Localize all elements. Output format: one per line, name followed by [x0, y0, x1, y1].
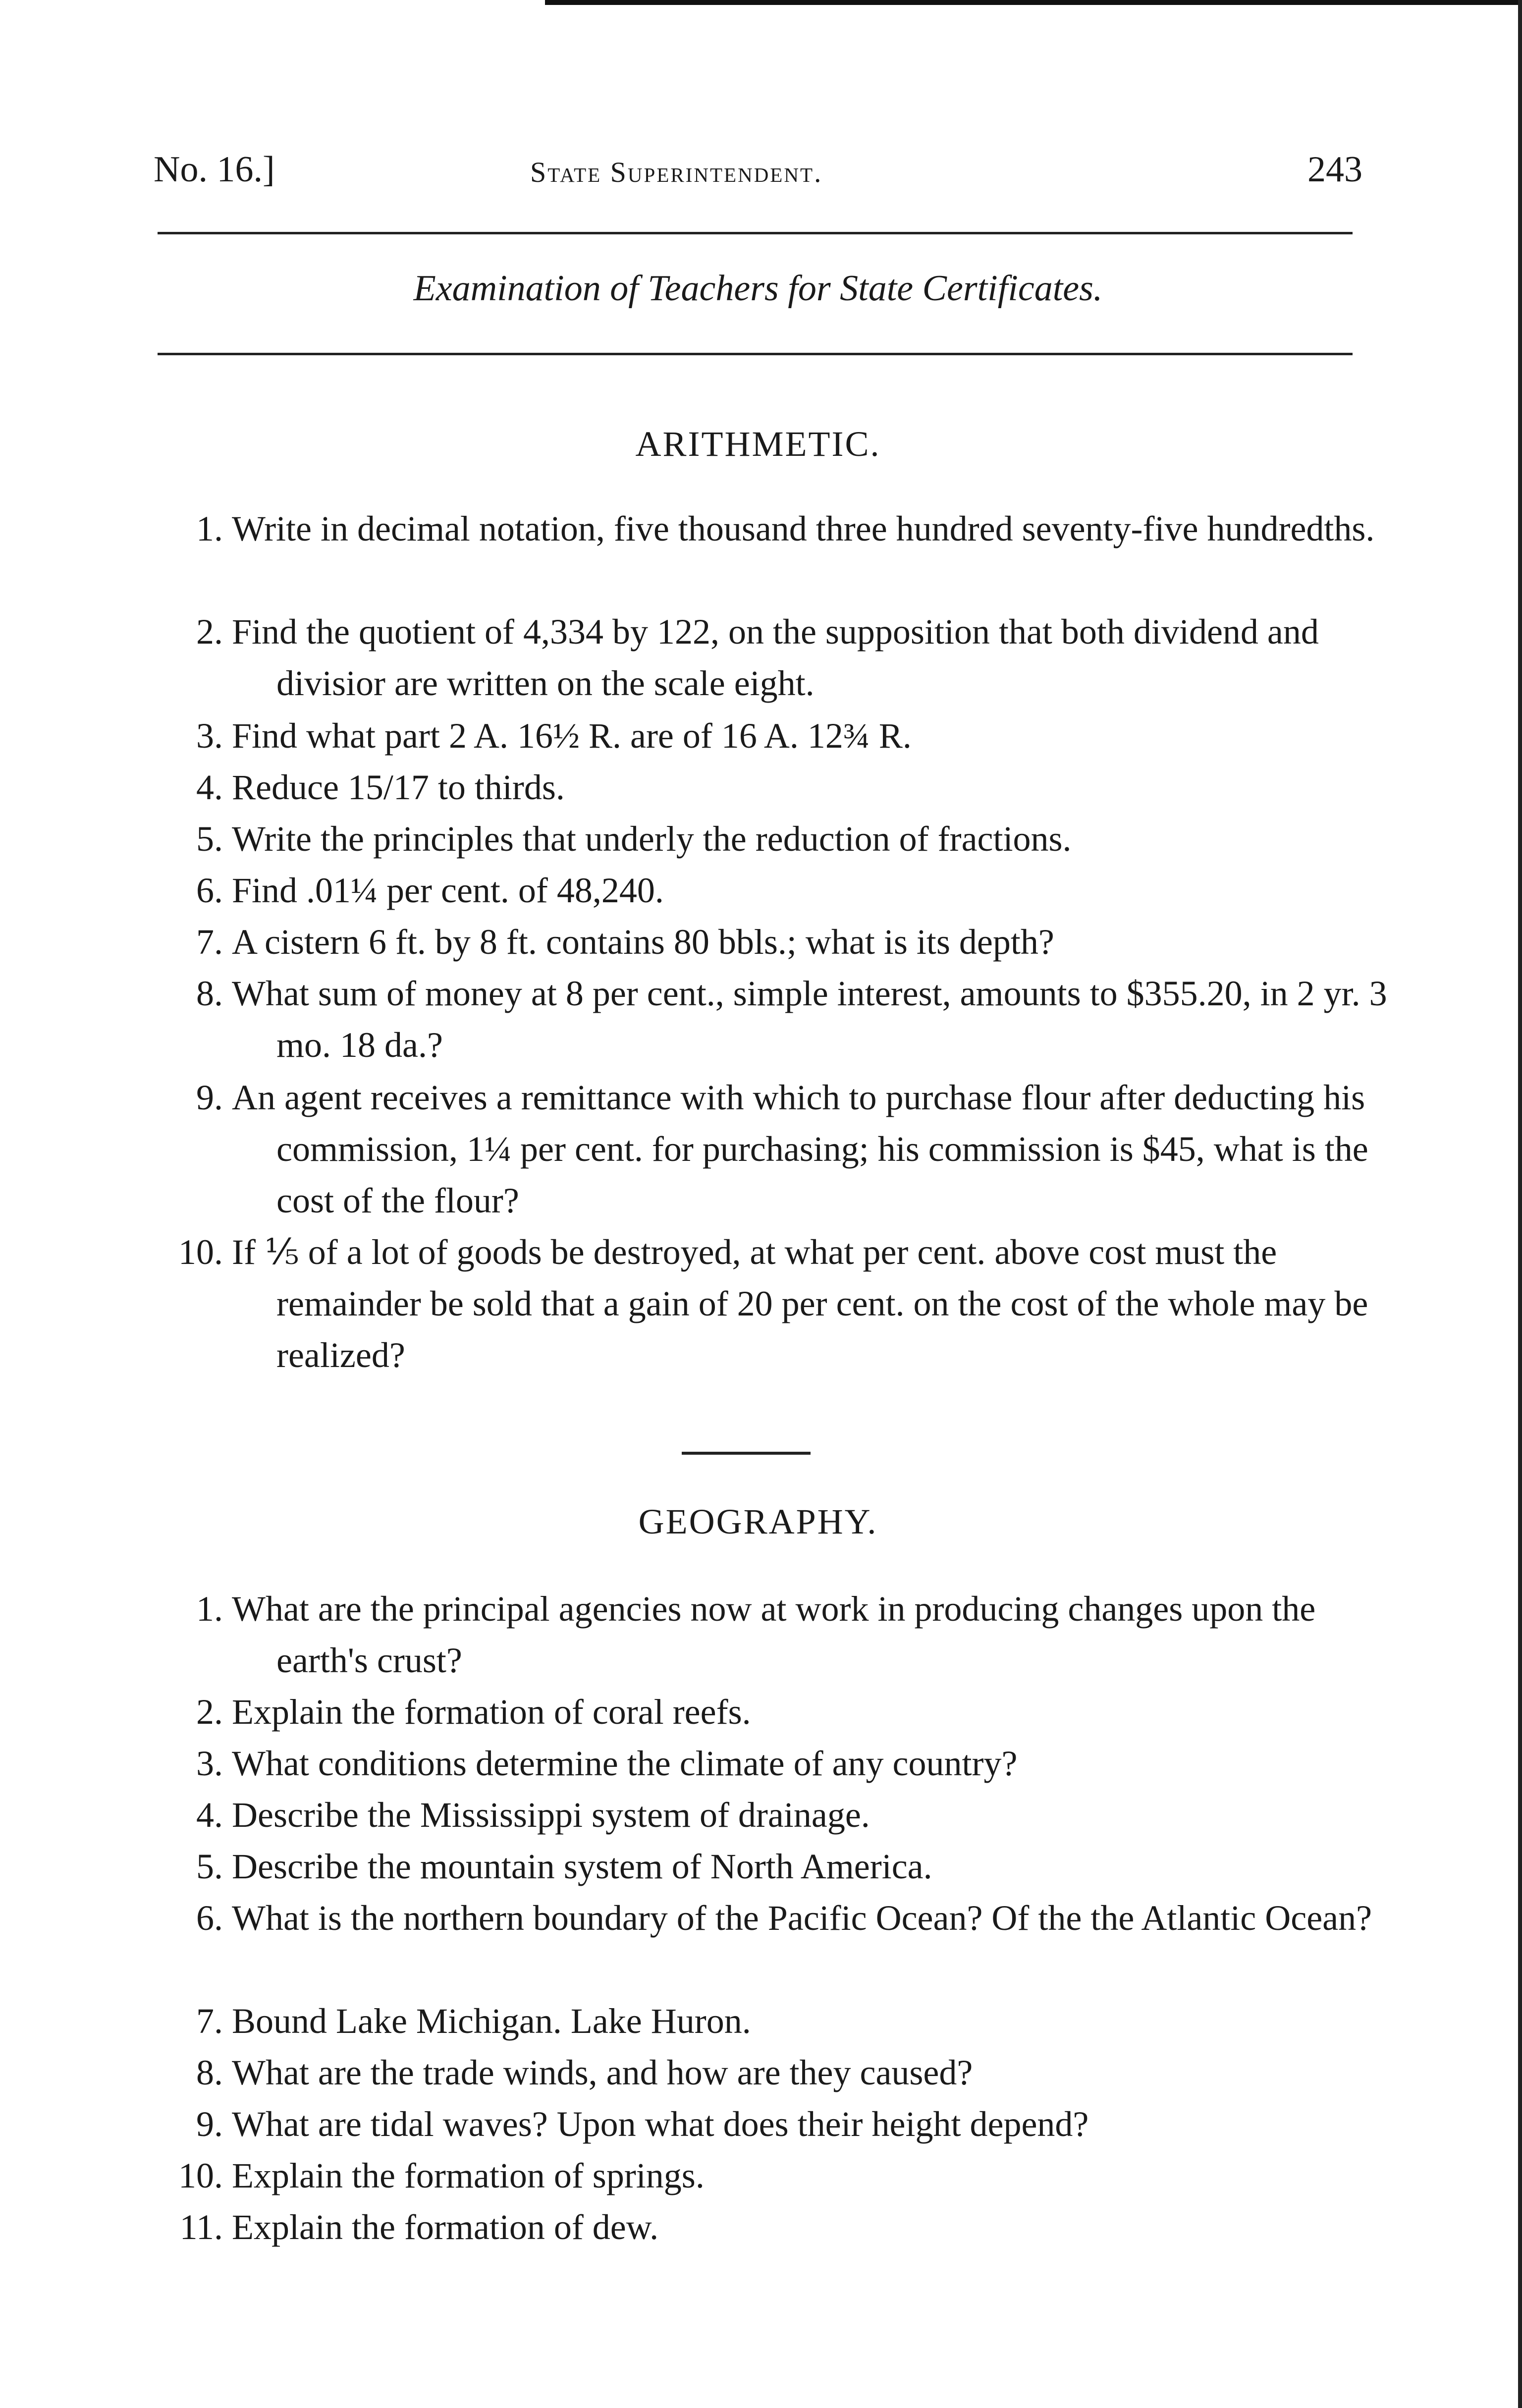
question-number: 3. — [196, 1744, 223, 1783]
question-text: Describe the Mississippi system of drainage. — [232, 1795, 870, 1835]
header-rule-top — [158, 232, 1353, 234]
question-number: 1. — [196, 1589, 223, 1629]
page-number: 243 — [1307, 149, 1362, 190]
question-text: What are the trade winds, and how are they caused? — [232, 2053, 973, 2092]
question-text: Describe the mountain system of North America. — [232, 1847, 932, 1886]
scan-edge-right — [1518, 0, 1522, 2408]
running-title: State Superintendent. — [530, 156, 823, 188]
question-number: 10. — [178, 2156, 223, 2195]
question-number: 5. — [196, 1847, 223, 1886]
question-number: 5. — [196, 819, 223, 859]
question-number: 1. — [196, 509, 223, 548]
question-text: What is the northern boundary of the Pacific Ocean? Of the the Atlantic Ocean? — [232, 1898, 1372, 1938]
question-number: 2. — [196, 1692, 223, 1732]
question-number: 4. — [196, 767, 223, 807]
question-number: 3. — [196, 716, 223, 756]
question-number: 10. — [178, 1232, 223, 1272]
question-text: If ⅕ of a lot of goods be destroyed, at what per cent. above cost must the remainder be sold that a gain of 20 per cent. on the cost of the whole may be realized? — [232, 1232, 1368, 1375]
question-number: 7. — [196, 922, 223, 962]
section-divider — [682, 1452, 811, 1455]
question-number: 9. — [196, 2104, 223, 2144]
question-number: 8. — [196, 974, 223, 1013]
running-header — [154, 149, 1362, 203]
question-text: Write the principles that underly the reduction of fractions. — [232, 819, 1072, 859]
question-text: Explain the formation of springs. — [232, 2156, 705, 2195]
question-text: Find the quotient of 4,334 by 122, on the supposition that both dividend and divisior are written on the scale eight. — [232, 612, 1319, 703]
question-number: 6. — [196, 1898, 223, 1938]
question-text: Explain the formation of dew. — [232, 2207, 659, 2247]
question-text: What are the principal agencies now at work in producing changes upon the earth's crust? — [232, 1589, 1316, 1680]
question-number: 8. — [196, 2053, 223, 2092]
question-text: Write in decimal notation, five thousand three hundred seventy-five hundredths. — [232, 509, 1375, 548]
geography-heading: GEOGRAPHY. — [638, 1502, 878, 1541]
arithmetic-heading: ARITHMETIC. — [635, 424, 881, 464]
question-number: 2. — [196, 612, 223, 652]
question-text: Explain the formation of coral reefs. — [232, 1692, 751, 1732]
page-subtitle: Examination of Teachers for State Certificates. — [413, 268, 1103, 309]
question-number: 6. — [196, 871, 223, 910]
question-number: 7. — [196, 2001, 223, 2041]
header-rule-bottom — [158, 353, 1353, 355]
question-number: 9. — [196, 1078, 223, 1117]
scan-edge-top — [545, 0, 1522, 5]
question-text: An agent receives a remittance with which to purchase flour after deducting his commission, 1¼ per cent. for purchasing; his commission is $45, what is the cost of the flour? — [232, 1078, 1368, 1220]
document-number: No. 16.] — [154, 149, 275, 190]
question-text: What conditions determine the climate of any country? — [232, 1744, 1018, 1783]
question-text: Find .01¼ per cent. of 48,240. — [232, 871, 664, 910]
question-number: 4. — [196, 1795, 223, 1835]
question-text: What sum of money at 8 per cent., simple interest, amounts to $355.20, in 2 yr. 3 mo. 18 da.? — [232, 974, 1387, 1065]
question-text: Find what part 2 A. 16½ R. are of 16 A. 12¾ R. — [232, 716, 912, 756]
question-text: What are tidal waves? Upon what does their height depend? — [232, 2104, 1089, 2144]
question-text: A cistern 6 ft. by 8 ft. contains 80 bbls.; what is its depth? — [232, 922, 1054, 962]
question-number: 11. — [179, 2207, 223, 2247]
question-text: Bound Lake Michigan. Lake Huron. — [232, 2001, 751, 2041]
question-text: Reduce 15/17 to thirds. — [232, 767, 565, 807]
